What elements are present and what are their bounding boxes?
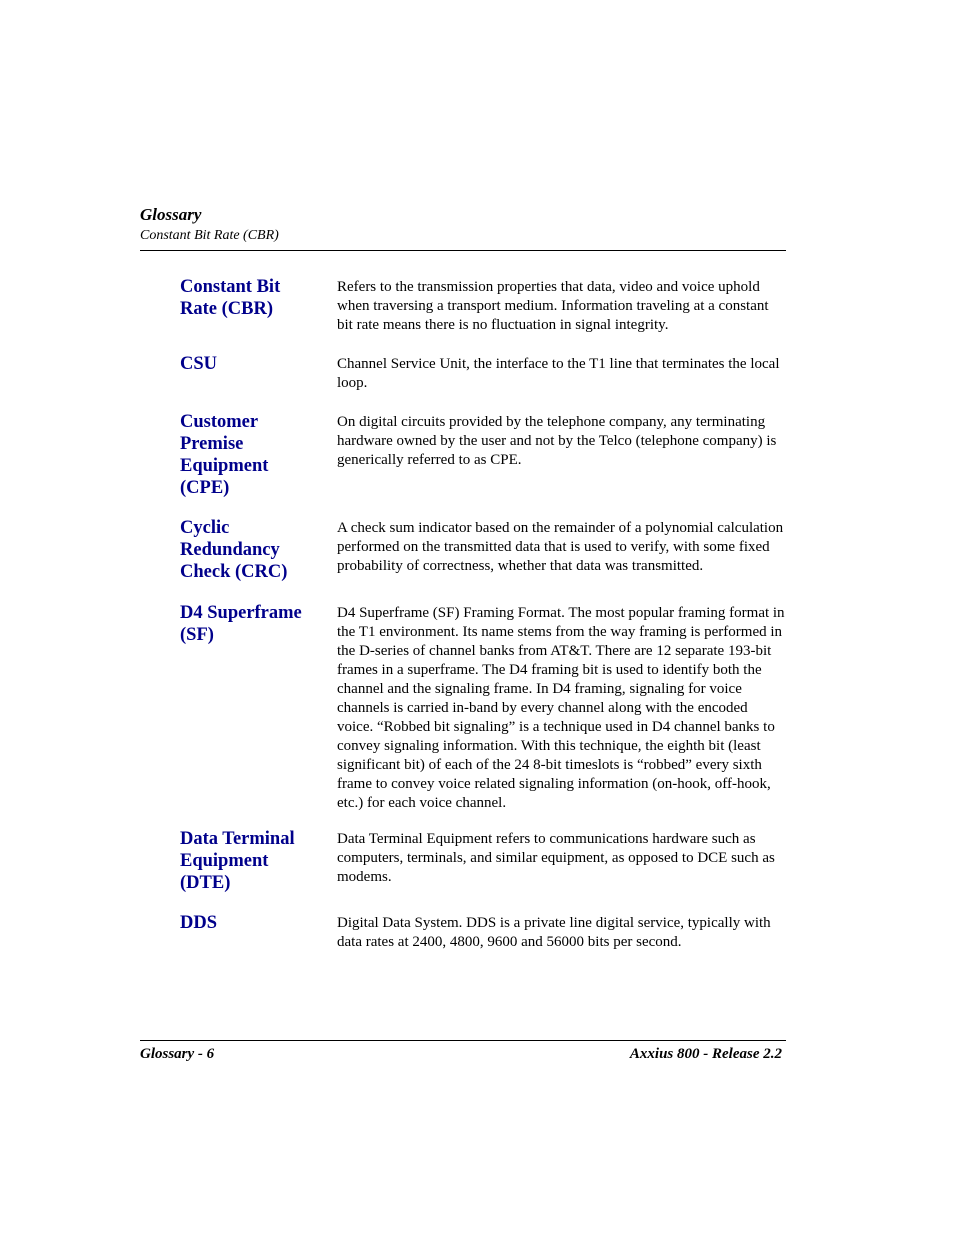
footer-product-release: Axxius 800 - Release 2.2 bbox=[629, 1046, 782, 1062]
glossary-term: Data Terminal Equipment (DTE) bbox=[180, 829, 295, 893]
glossary-term: DDS bbox=[180, 913, 218, 933]
glossary-definition: Data Terminal Equipment refers to communications hardware such as computers, terminals, and similar equipment, as opposed to DCE such as modems. bbox=[337, 831, 775, 885]
glossary-definition: Refers to the transmission properties that data, video and voice uphold when traversing a transport medium. Information traveling at a constant bit rate means there is no fluctuation in signal integrity. bbox=[337, 279, 769, 333]
glossary-definition: A check sum indicator based on the remainder of a polynomial calculation performed on the transmitted data that is used to verify, with some fixed probability of correctness, whether that data was transmitted. bbox=[337, 520, 784, 574]
glossary-term: CSU bbox=[180, 354, 218, 374]
glossary-definition: On digital circuits provided by the telephone company, any terminating hardware owned by the user and not by the Telco (telephone company) is generically referred to as CPE. bbox=[337, 414, 777, 468]
header-subtitle: Constant Bit Rate (CBR) bbox=[140, 228, 279, 243]
header-divider bbox=[140, 250, 786, 251]
glossary-definition: D4 Superframe (SF) Framing Format. The most popular framing format in the T1 environment. Its name stems from the way framing is performed in the D-series of channel banks from AT&T. There are 12 separate 193-bit frames in a superframe. The D4 framing bit is used to identify both the channel and the signaling frame. In D4 framing, signaling for voice channels is carried in-band by every channel along with the encoded voice. “Robbed bit signaling” is a technique used in D4 channel banks to convey signaling information. With this technique, the eighth bit (least significant bit) of each of the 24 8-bit timeslots is “robbed” every sixth frame to convey voice related signaling information (on-hook, off-hook, etc.) for each voice channel. bbox=[337, 605, 785, 811]
footer-page-number: Glossary - 6 bbox=[140, 1046, 215, 1062]
header-title: Glossary bbox=[140, 205, 202, 224]
glossary-definition: Channel Service Unit, the interface to the T1 line that terminates the local loop. bbox=[337, 356, 780, 391]
glossary-term: Cyclic Redundancy Check (CRC) bbox=[180, 518, 288, 582]
glossary-term: Customer Premise Equipment (CPE) bbox=[180, 412, 269, 498]
glossary-term: Constant Bit Rate (CBR) bbox=[180, 277, 281, 319]
page-header bbox=[140, 204, 786, 245]
glossary-term: D4 Superframe (SF) bbox=[180, 603, 302, 645]
glossary-definition: Digital Data System. DDS is a private line digital service, typically with data rates at 2400, 4800, 9600 and 56000 bits per second. bbox=[337, 915, 771, 950]
footer-divider bbox=[140, 1040, 786, 1041]
